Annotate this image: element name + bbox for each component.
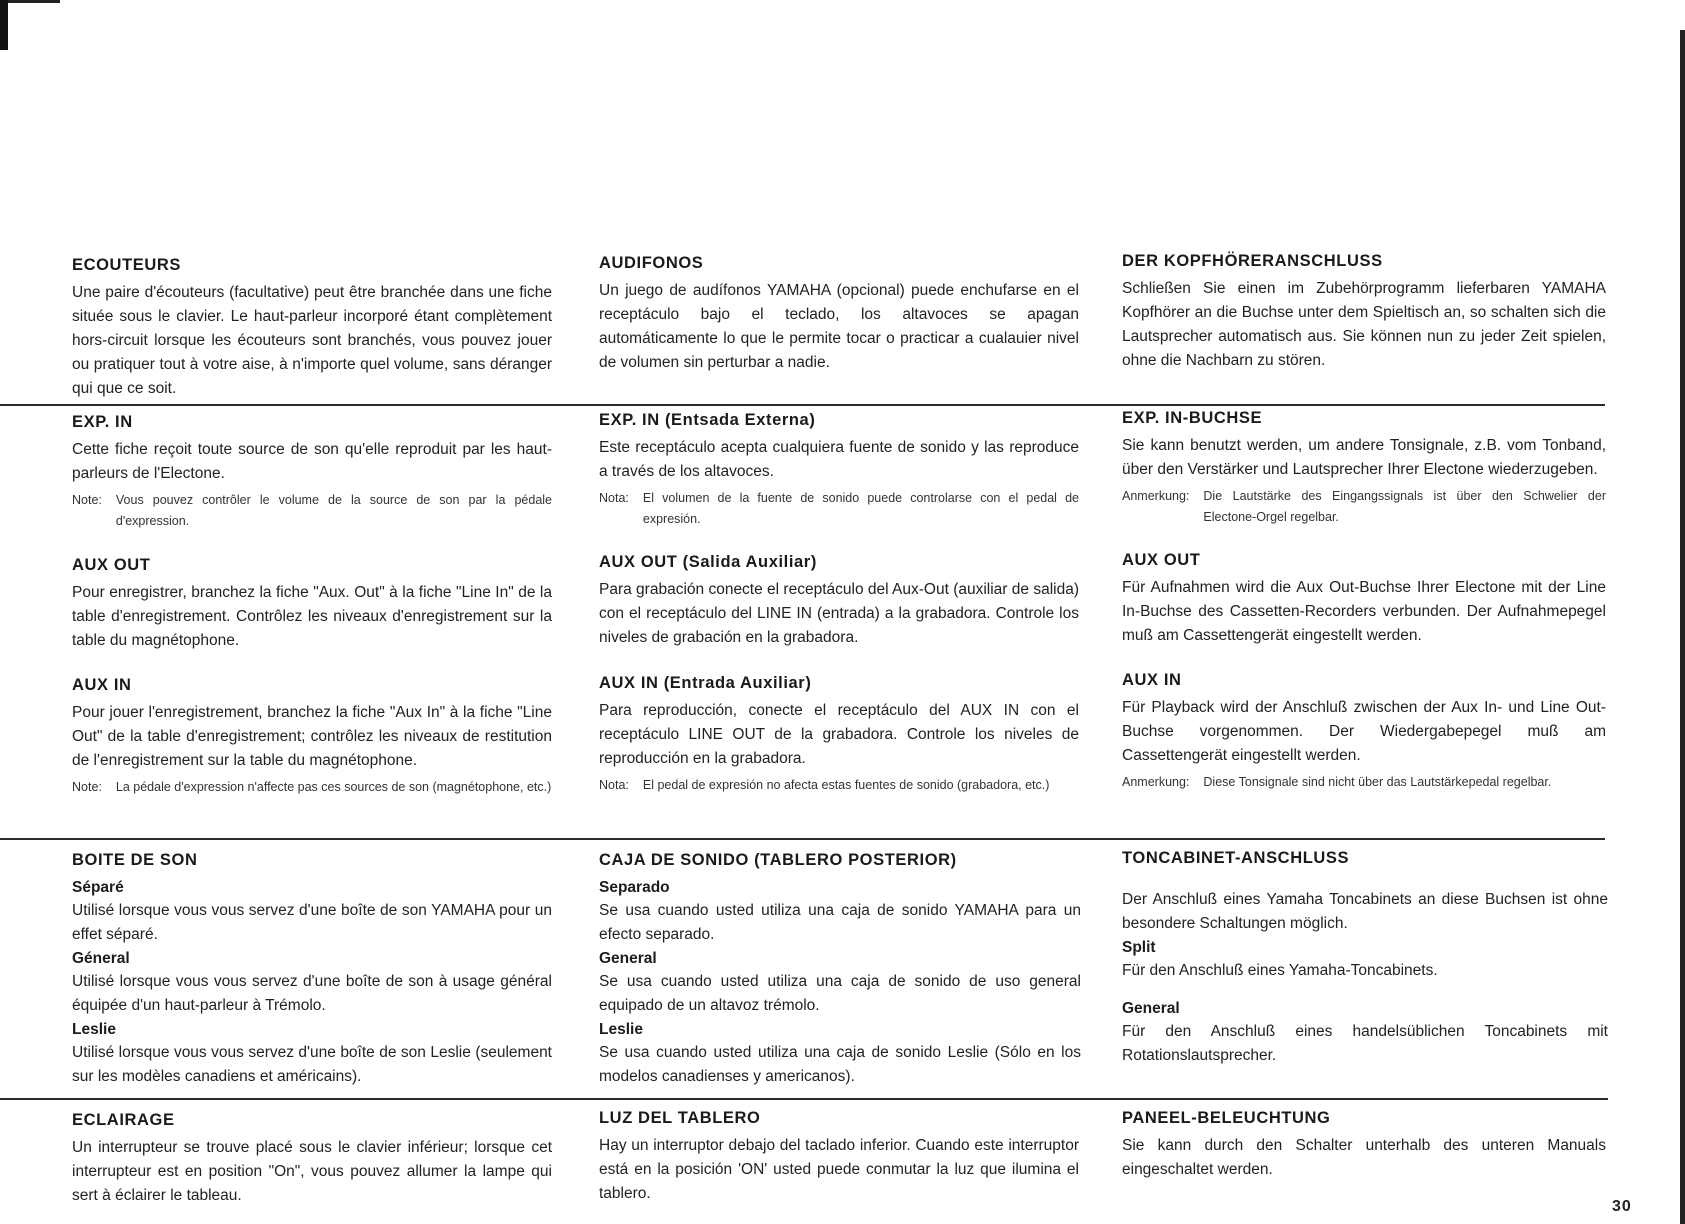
section-aux-in: [72, 675, 552, 798]
section-body: Pour jouer l'enregistrement, branchez la fiche "Aux In" à la fiche "Line Out" de la table d'enregistrement; contrôlez les niveaux de restitution de l'enregistrement sur la table du magnétophone.: [72, 704, 552, 769]
section-boite-de-son: [72, 850, 552, 1089]
note-text: El volumen de la fuente de sonido puede controlarse con el pedal de expresión.: [642, 491, 1079, 526]
section-title: ECOUTEURS: [72, 256, 181, 274]
section-body: Für den Anschluß eines Yamaha-Toncabinets.: [1122, 962, 1438, 979]
note: [1122, 772, 1606, 793]
section-body: Un interrupteur se trouve placé sous le clavier inférieur; lorsque cet interrupteur est en position "On", vous pouvez allumer la lampe qui sert à éclairer le tableau.: [72, 1139, 552, 1204]
section-title: AUX IN: [72, 676, 132, 694]
section-body: Pour enregistrer, branchez la fiche "Aux. Out" à la fiche "Line In" de la table d'enregistrement. Contrôlez les niveaux d'enregistrement sur la table du magnétophone.: [72, 584, 552, 649]
note-text: La pédale d'expression n'affecte pas ces sources de son (magnétophone, etc.): [115, 780, 552, 794]
subheading: Géneral: [72, 950, 130, 967]
section-body: Este receptáculo acepta cualquiera fuente de sonido y las reproduce a través de los altavoces.: [599, 439, 1079, 480]
section-title: DER KOPFHÖRERANSCHLUSS: [1122, 252, 1383, 270]
section-body: Utilisé lorsque vous vous servez d'une boîte de son Leslie (seulement sur les modèles canadiens et américains).: [72, 1044, 552, 1085]
section-title: AUDIFONOS: [599, 254, 704, 272]
subheading: Séparé: [72, 879, 124, 896]
section-exp-in: [72, 412, 552, 532]
note-label: Note:: [72, 780, 102, 794]
section-title: AUX IN: [1122, 671, 1182, 689]
section-title: EXP. IN-BUCHSE: [1122, 409, 1263, 427]
section-aux-out: [1122, 550, 1606, 648]
section-title: EXP. IN (Entsada Externa): [599, 411, 816, 429]
note: [72, 777, 552, 798]
section-title: AUX OUT: [72, 556, 151, 574]
section-rule: [0, 838, 1605, 840]
section-body: Se usa cuando usted utiliza una caja de sonido Leslie (Sólo en los modelos canadienses y americanos).: [599, 1044, 1081, 1085]
note-text: El pedal de expresión no afecta estas fuentes de sonido (grabadora, etc.): [642, 778, 1050, 792]
section-audifonos: [599, 253, 1079, 375]
subheading: Separado: [599, 879, 670, 896]
section-body: Se usa cuando usted utiliza una caja de sonido YAMAHA para un efecto separado.: [599, 902, 1081, 943]
subheading: General: [599, 950, 657, 967]
spacer: [1122, 983, 1608, 997]
page-edge: [1680, 30, 1685, 1224]
note: [1122, 486, 1606, 528]
section-body: Für Aufnahmen wird die Aux Out-Buchse Ihrer Electone mit der Line In-Buchse des Cassetten-Recorders verbunden. Der Aufnahmepegel muß am Cassettengerät eingestellt werden.: [1122, 579, 1606, 644]
section-title: LUZ DEL TABLERO: [599, 1109, 761, 1127]
note: [599, 488, 1079, 530]
section-body: Schließen Sie einen im Zubehörprogramm lieferbaren YAMAHA Kopfhörer an die Buchse unter dem Spieltisch an, so schalten sich die Lautsprecher automatisch aus. Sie können nun zu jeder Zeit spielen, ohne die Nachbarn zu stören.: [1122, 280, 1606, 369]
section-body: Für Playback wird der Anschluß zwischen der Aux In- und Line Out-Buchse vorgenommen. Der Wiedergabepegel muß am Cassettengerät eingestellt werden.: [1122, 699, 1606, 764]
section-body: Für den Anschluß eines handelsüblichen Toncabinets mit Rotationslautsprecher.: [1122, 1023, 1608, 1064]
note-text: Die Lautstärke des Eingangssignals ist über den Schwelier der Electone-Orgel regelbar.: [1203, 489, 1606, 524]
section-body: Une paire d'écouteurs (facultative) peut être branchée dans une fiche située sous le clavier. Le haut-parleur incorporé étant complètement hors-circuit lorsque les écouteurs sont branchés, vous pouvez jouer ou pratiquer tout à votre aise, à n'importe quel volume, sans déranger qui que ce soit.: [72, 284, 552, 397]
section-toncabinet-anschluss: [1122, 848, 1608, 1068]
section-body: Sie kann durch den Schalter unterhalb des unteren Manuals eingeschaltet werden.: [1122, 1137, 1606, 1178]
section-title: PANEEL-BELEUCHTUNG: [1122, 1109, 1331, 1127]
section-title: EXP. IN: [72, 413, 133, 431]
subheading: Leslie: [599, 1021, 643, 1038]
subheading: Split: [1122, 939, 1156, 956]
section-body: Para grabación conecte el receptáculo del Aux-Out (auxiliar de salida) con el receptáculo del LINE IN (entrada) a la grabadora. Controle los niveles de grabación en la grabadora.: [599, 581, 1079, 646]
section-body: Un juego de audífonos YAMAHA (opcional) puede enchufarse en el receptáculo bajo el teclado, los altavoces se apagan automáticamente lo que le permite tocar o practicar a cualauier nivel de volumen sin perturbar a nadie.: [599, 282, 1079, 371]
note-label: Anmerkung:: [1122, 489, 1190, 503]
section-rule: [0, 404, 1605, 406]
section-title: ECLAIRAGE: [72, 1111, 175, 1129]
section-kopfhoereranschluss: [1122, 251, 1606, 373]
note: [599, 775, 1079, 796]
section-aux-out: [599, 552, 1079, 650]
section-ecouteurs: [72, 255, 552, 401]
section-exp-in: [599, 410, 1079, 530]
page-number: 30: [1612, 1198, 1632, 1215]
section-title: BOITE DE SON: [72, 851, 198, 869]
corner-crop-mark-vertical: [0, 0, 8, 50]
spacer: [1122, 874, 1608, 888]
section-exp-in-buchse: [1122, 408, 1606, 528]
section-body: Se usa cuando usted utiliza una caja de sonido de uso general equipado de un altavoz trémolo.: [599, 973, 1081, 1014]
note-label: Anmerkung:: [1122, 775, 1190, 789]
section-aux-in: [1122, 670, 1606, 793]
note-text: Vous pouvez contrôler le volume de la source de son par la pédale d'expression.: [115, 493, 552, 528]
section-paneel-beleuchtung: [1122, 1108, 1606, 1182]
section-eclairage: [72, 1110, 552, 1208]
section-luz-del-tablero: [599, 1108, 1079, 1206]
note-label: Note:: [72, 493, 102, 507]
section-caja-de-sonido: [599, 850, 1081, 1089]
note-label: Nota:: [599, 491, 629, 505]
section-aux-out: [72, 555, 552, 653]
section-body: Sie kann benutzt werden, um andere Tonsignale, z.B. vom Tonband, über den Verstärker und Lautsprecher Ihrer Electone wiederzugeben.: [1122, 437, 1606, 478]
subheading: General: [1122, 1000, 1180, 1017]
section-title: AUX OUT: [1122, 551, 1201, 569]
section-body: Utilisé lorsque vous vous servez d'une boîte de son à usage général équipée d'un haut-parleur à Trémolo.: [72, 973, 552, 1014]
section-rule: [0, 1098, 1608, 1100]
corner-crop-mark: [0, 0, 60, 3]
section-title: AUX OUT (Salida Auxiliar): [599, 553, 817, 571]
note-label: Nota:: [599, 778, 629, 792]
section-title: CAJA DE SONIDO (TABLERO POSTERIOR): [599, 851, 957, 869]
section-body: Utilisé lorsque vous vous servez d'une boîte de son YAMAHA pour un effet séparé.: [72, 902, 552, 943]
section-body: Para reproducción, conecte el receptáculo del AUX IN con el receptáculo LINE OUT de la grabadora. Controle los niveles de reproducción en la grabadora.: [599, 702, 1079, 767]
section-title: AUX IN (Entrada Auxiliar): [599, 674, 812, 692]
note: [72, 490, 552, 532]
section-title: TONCABINET-ANSCHLUSS: [1122, 849, 1350, 867]
section-body: Hay un interruptor debajo del taclado inferior. Cuando este interruptor está en la posición 'ON' usted puede conmutar la luz que ilumina el tablero.: [599, 1137, 1079, 1202]
section-body: Cette fiche reçoit toute source de son qu'elle reproduit par les haut-parleurs de l'Electone.: [72, 441, 552, 482]
note-text: Diese Tonsignale sind nicht über das Lautstärkepedal regelbar.: [1203, 775, 1552, 789]
section-body: Der Anschluß eines Yamaha Toncabinets an diese Buchsen ist ohne besondere Schaltungen möglich.: [1122, 891, 1608, 932]
section-aux-in: [599, 673, 1079, 796]
subheading: Leslie: [72, 1021, 116, 1038]
